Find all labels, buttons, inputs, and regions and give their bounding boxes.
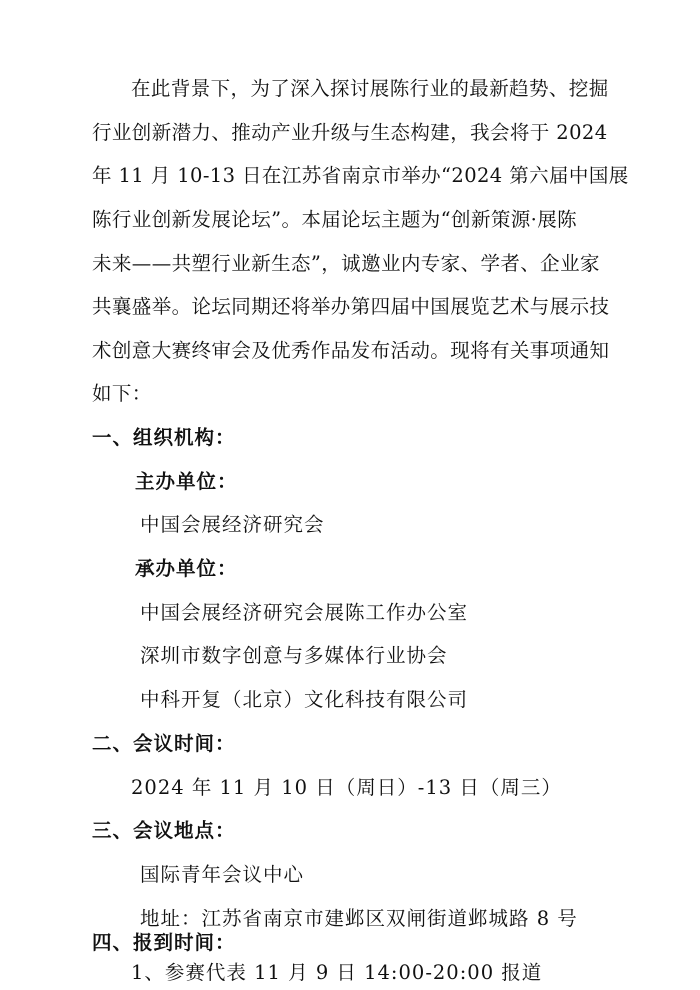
section-heading-time: 二、会议时间： <box>92 732 236 755</box>
intro-line-6: 共襄盛举。论坛同期还将举办第四届中国展览艺术与展示技 <box>92 295 610 318</box>
intro-line-3: 年 11 月 10-13 日在江苏省南京市举办“2024 第六届中国展 <box>92 164 629 187</box>
organizer-name-1: 中国会展经济研究会展陈工作办公室 <box>140 601 469 624</box>
organizer-name-2: 深圳市数字创意与多媒体行业协会 <box>140 644 448 667</box>
intro-line-7: 术创意大赛终审会及优秀作品发布活动。现将有关事项通知 <box>92 339 610 362</box>
intro-line-8: 如下： <box>92 382 152 405</box>
intro-line-1: 在此背景下，为了深入探讨展陈行业的最新趋势、挖掘 <box>131 77 609 100</box>
host-name: 中国会展经济研究会 <box>140 513 325 536</box>
organizer-name-3: 中科开复（北京）文化科技有限公司 <box>140 688 469 711</box>
intro-line-2: 行业创新潜力、推动产业升级与生态构建，我会将于 2024 <box>92 121 608 144</box>
section-heading-venue: 三、会议地点： <box>92 819 236 842</box>
intro-line-4: 陈行业创新发展论坛”。本届论坛主题为“创新策源·展陈 <box>92 208 578 231</box>
registration-item-1: 1、参赛代表 11 月 9 日 14:00-20:00 报道 <box>131 961 543 984</box>
host-label: 主办单位： <box>135 470 238 493</box>
section-heading-organization: 一、组织机构： <box>92 426 236 449</box>
section-heading-registration: 四、报到时间： <box>92 931 236 954</box>
meeting-time: 2024 年 11 月 10 日（周日）-13 日（周三） <box>131 776 562 799</box>
organizer-label: 承办单位： <box>135 557 238 580</box>
intro-line-5: 未来——共塑行业新生态”，诚邀业内专家、学者、企业家 <box>92 252 600 275</box>
venue-name: 国际青年会议中心 <box>140 863 305 886</box>
venue-address: 地址：江苏省南京市建邺区双闸街道邺城路 8 号 <box>140 907 578 930</box>
